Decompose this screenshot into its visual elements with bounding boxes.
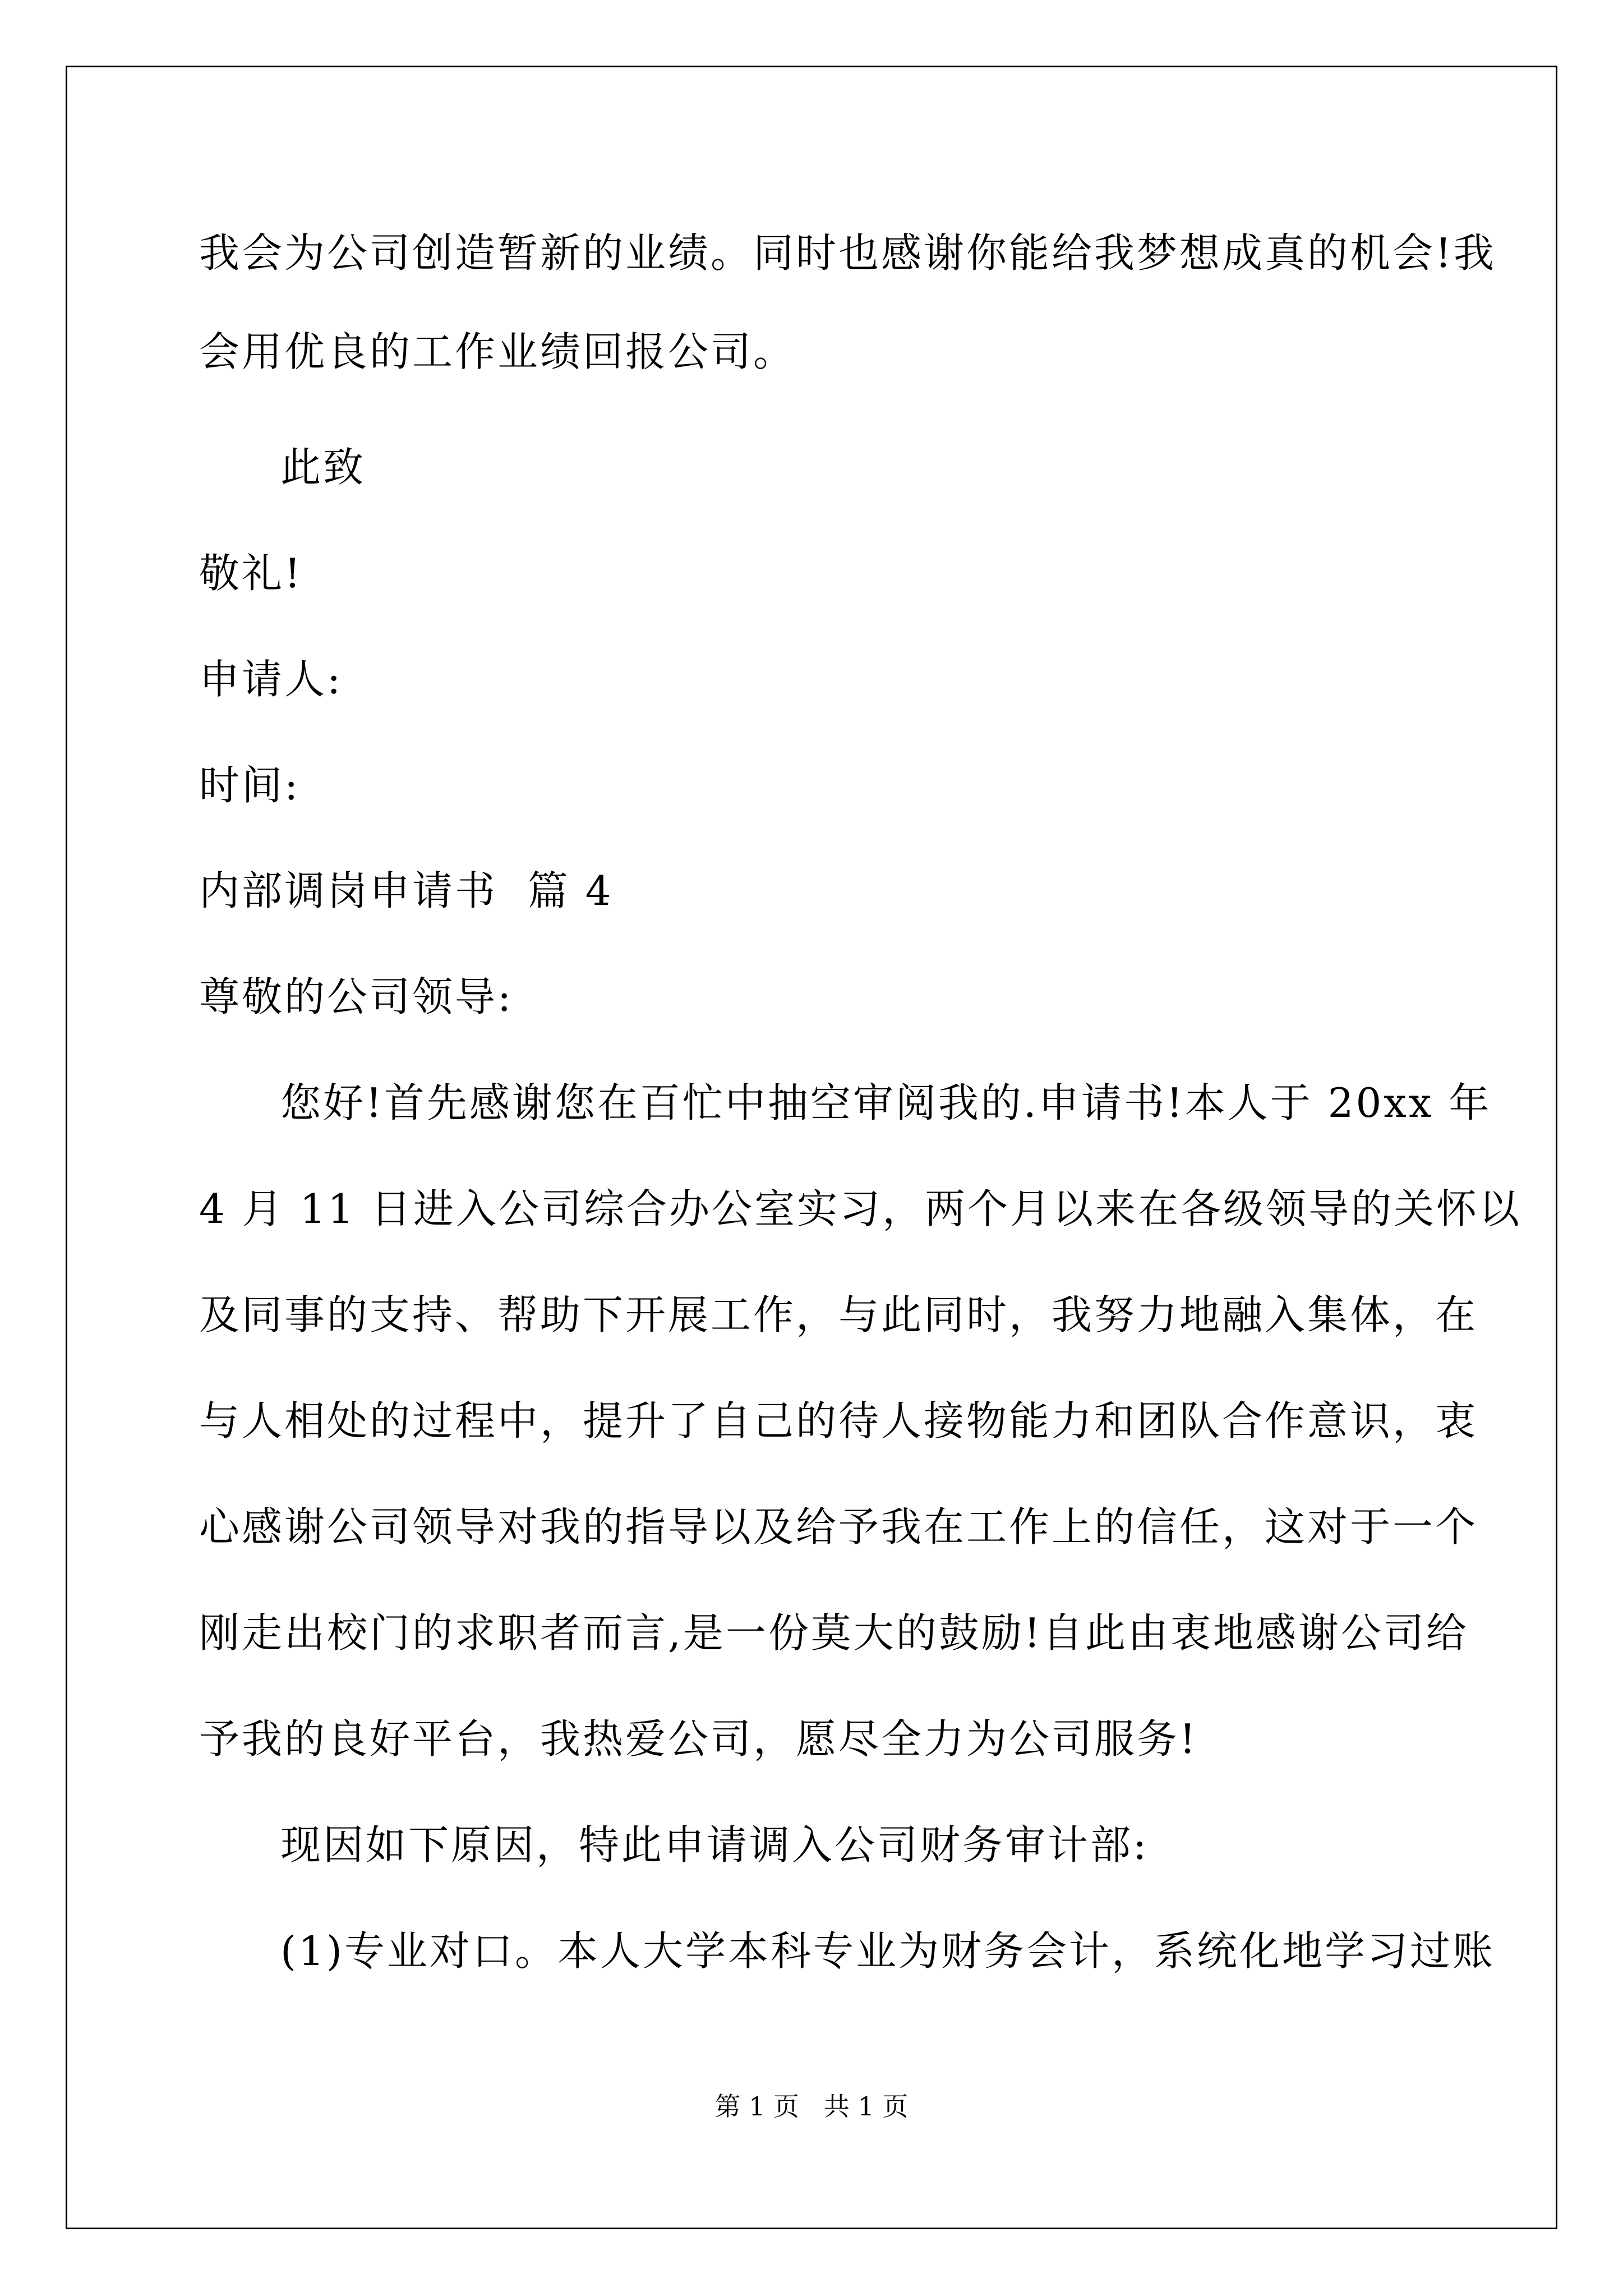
paragraph-line: 现因如下原因，特此申请调入公司财务审计部: (280, 1821, 1149, 1869)
paragraph-line: 与人相处的过程中，提升了自己的待人接物能力和团队合作意识，衷 (199, 1397, 1478, 1444)
paragraph-line: 4 月 11 日进入公司综合办公室实习，两个月以来在各级领导的关怀以 (199, 1185, 1522, 1232)
applicant-label: 申请人: (199, 656, 343, 703)
date-label: 时间: (199, 762, 301, 809)
page-footer: 第 1 页 共 1 页 (714, 2091, 909, 2122)
paragraph-line: 予我的良好平台，我热爱公司，愿尽全力为公司服务! (199, 1715, 1198, 1763)
section-heading: 内部调岗申请书 篇 4 (199, 867, 614, 914)
paragraph-line: 我会为公司创造暂新的业绩。同时也感谢你能给我梦想成真的机会!我 (199, 229, 1496, 277)
paragraph-line: 会用优良的工作业绩回报公司。 (199, 328, 796, 375)
paragraph-line: 及同事的支持、帮助下开展工作，与此同时，我努力地融入集体，在 (199, 1291, 1478, 1338)
page-border (66, 66, 1557, 2229)
closing-salutation: 此致 (280, 444, 366, 491)
closing-regards: 敬礼! (199, 550, 303, 597)
paragraph-line: 刚走出校门的求职者而言,是一份莫大的鼓励!自此由衷地感谢公司给 (199, 1609, 1469, 1657)
paragraph-line: 心感谢公司领导对我的指导以及给予我在工作上的信任，这对于一个 (199, 1503, 1478, 1550)
paragraph-line: 您好!首先感谢您在百忙中抽空审阅我的.申请书!本人于 20xx 年 (280, 1079, 1492, 1126)
paragraph-line: (1)专业对口。本人大学本科专业为财务会计，系统化地学习过账 (280, 1927, 1495, 1975)
greeting: 尊敬的公司领导: (199, 973, 514, 1020)
